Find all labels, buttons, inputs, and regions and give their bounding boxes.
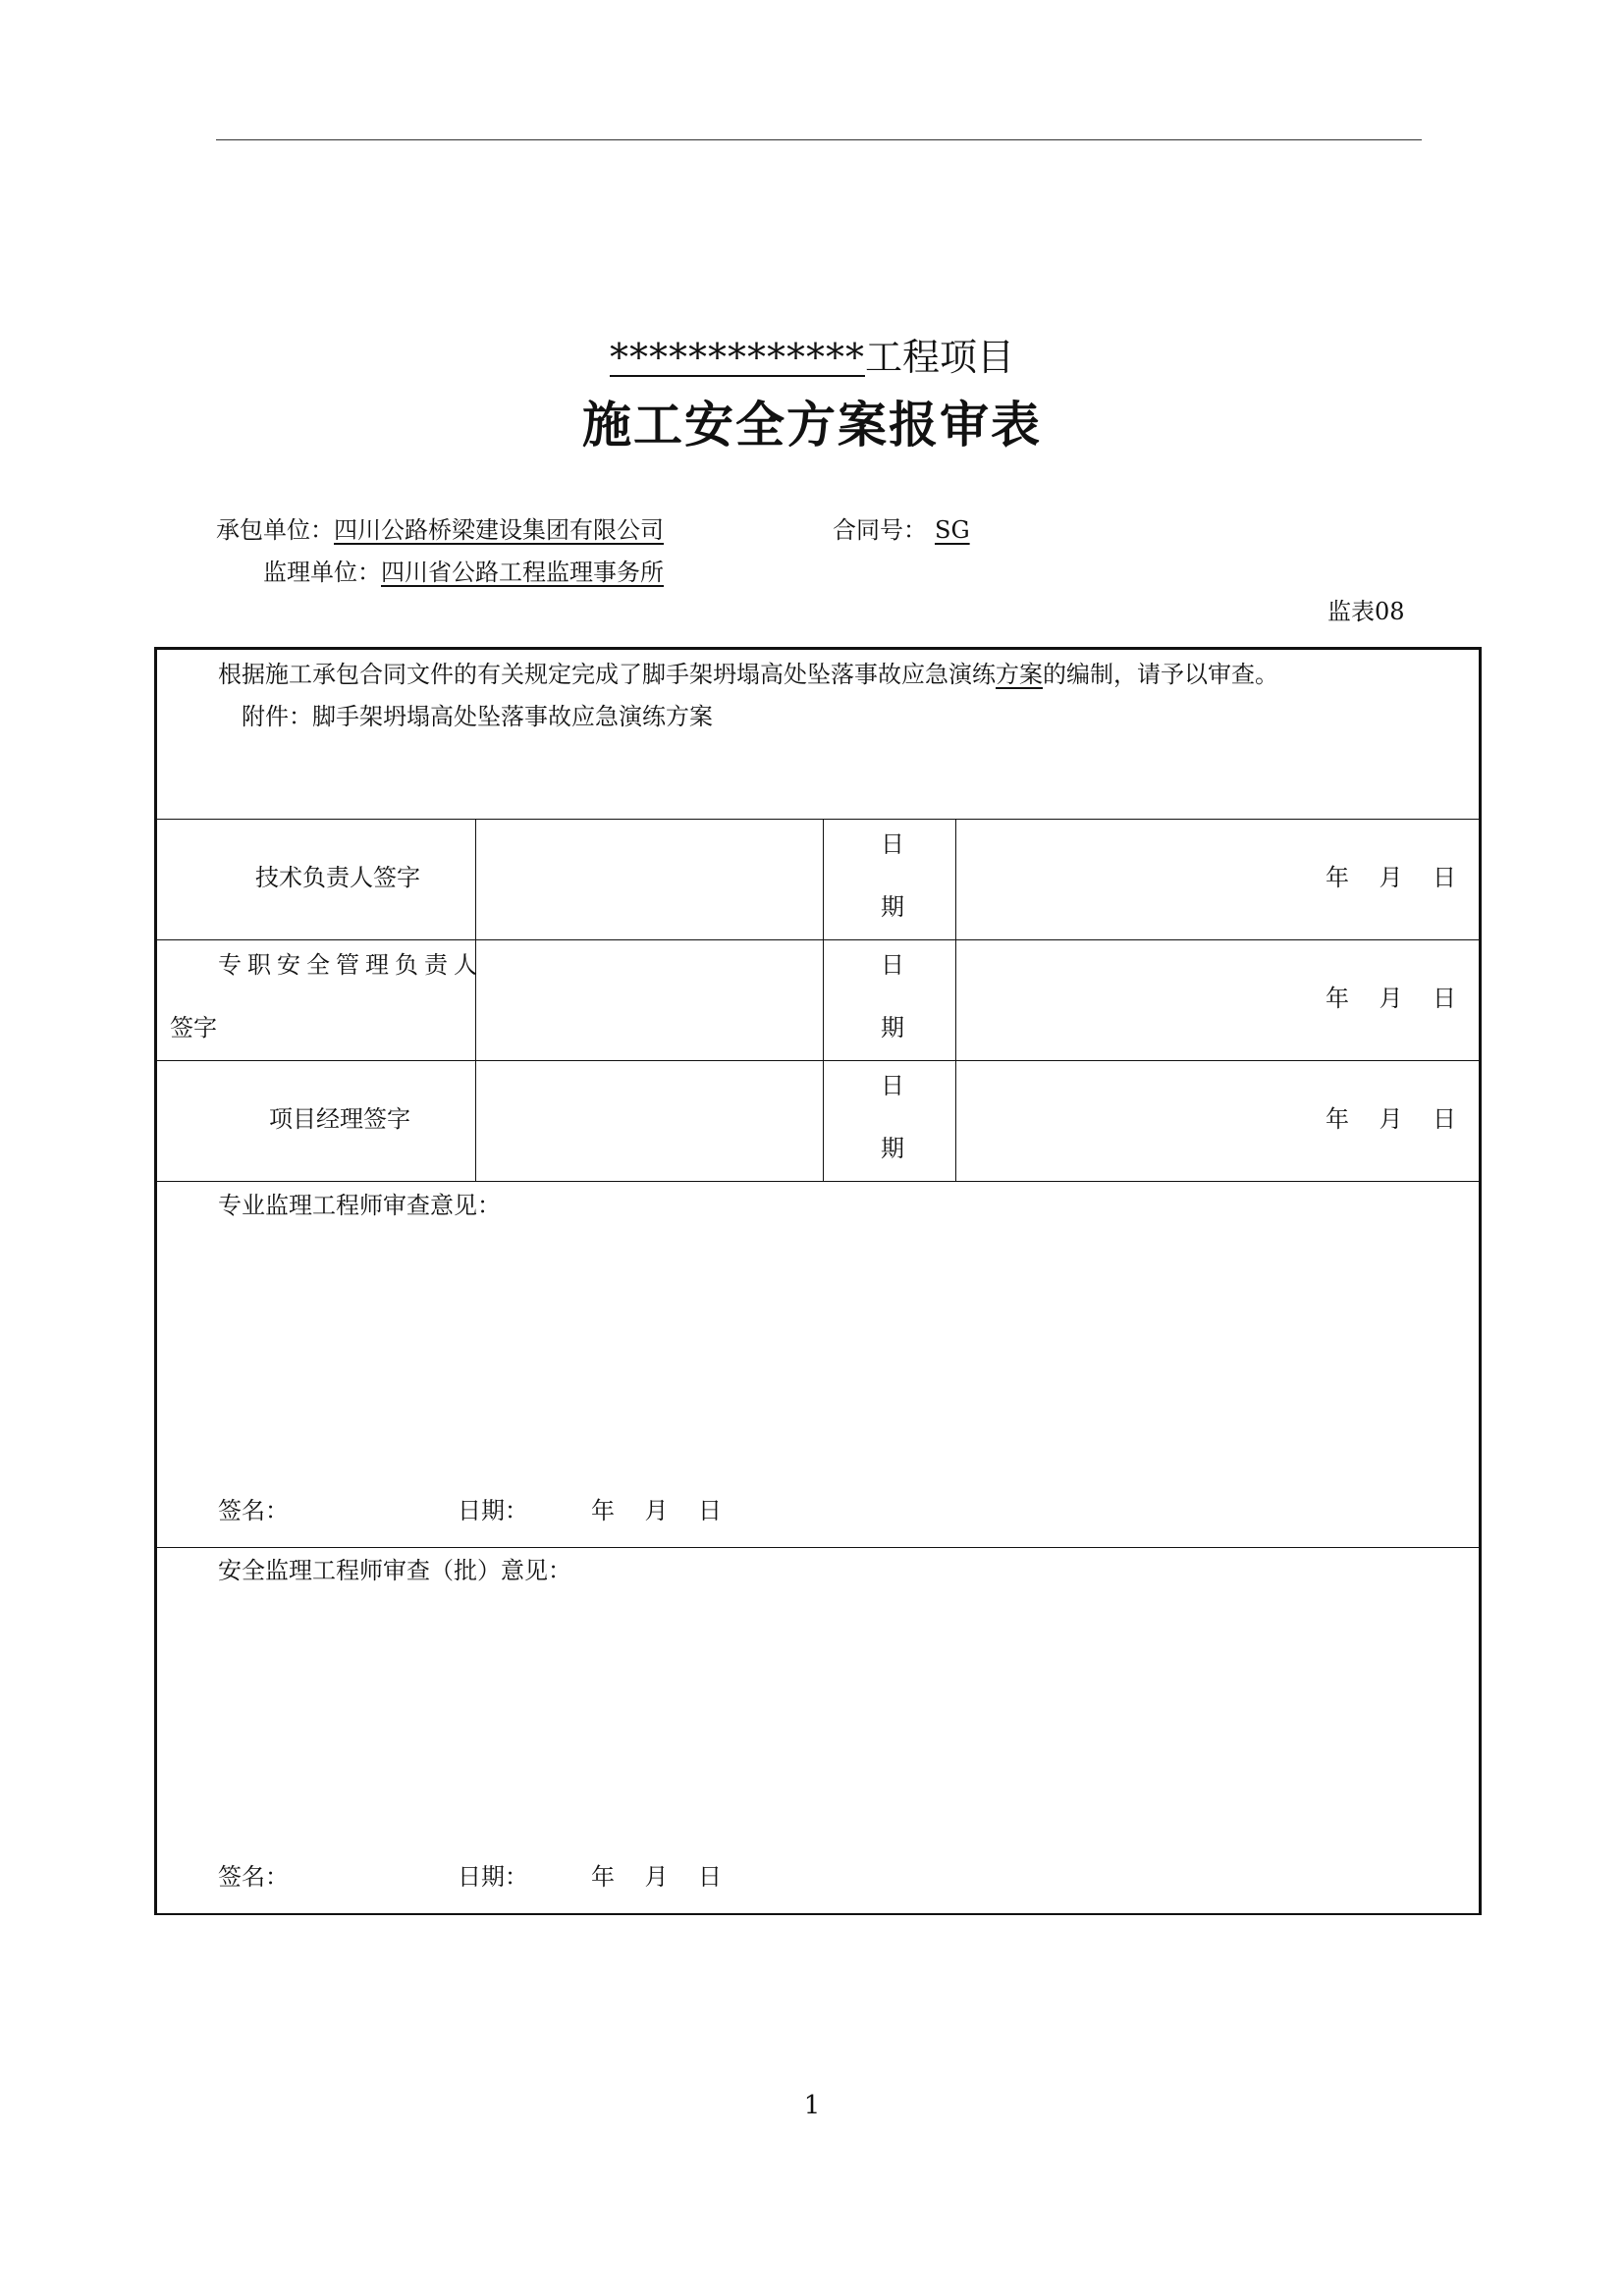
date-label-top: 日 <box>881 1072 904 1099</box>
attachment-line: 附件：脚手架坍塌高处坠落事故应急演练方案 <box>242 703 713 730</box>
project-name-line <box>0 332 1624 383</box>
supervisor-line <box>263 556 672 589</box>
approval-form-table <box>154 647 1482 1915</box>
header-rule <box>216 139 1422 140</box>
safety-manager-signature-label: 专职安全管理负责人 <box>218 951 483 979</box>
safety-sign-label: 签名： <box>218 1863 289 1891</box>
column-divider <box>823 819 824 1181</box>
date-label-top: 日 <box>881 830 904 858</box>
page-number: 1 <box>803 2091 821 2120</box>
date-label-top: 日 <box>881 951 904 979</box>
safety-date-ymd: 年 月 日 <box>591 1863 723 1891</box>
row-divider <box>157 1181 1479 1182</box>
project-name-placeholder: ************* <box>609 336 865 379</box>
contractor-line <box>216 513 664 547</box>
date-ymd: 年 月 日 <box>1326 1105 1457 1133</box>
row-divider <box>157 1060 1479 1061</box>
specialist-sign-label: 签名： <box>218 1497 289 1524</box>
contract-number-label: 合同号： <box>833 516 927 544</box>
date-label-bottom: 期 <box>881 893 904 921</box>
project-manager-signature-label: 项目经理签字 <box>269 1105 410 1133</box>
row-divider <box>157 1547 1479 1548</box>
safety-manager-signature-label-cont: 签字 <box>170 1014 217 1041</box>
submission-text-before: 根据施工承包合同文件的有关规定完成了脚手架坍塌高处坠落事故应急演练 <box>218 661 996 688</box>
form-code: 监表08 <box>1327 598 1405 625</box>
contract-number-value: SG <box>935 516 970 544</box>
date-label-bottom: 期 <box>881 1014 904 1041</box>
tech-lead-signature-label: 技术负责人签字 <box>255 864 420 891</box>
column-divider <box>475 819 476 1181</box>
safety-engineer-review-title: 安全监理工程师审查（批）意见： <box>218 1557 571 1584</box>
page-title: 施工安全方案报审表 <box>582 396 1042 454</box>
specialist-date-ymd: 年 月 日 <box>591 1497 723 1524</box>
row-divider <box>157 819 1479 820</box>
submission-text-underlined: 方案 <box>996 661 1043 688</box>
specialist-date-label: 日期： <box>458 1497 528 1524</box>
specialist-engineer-review-title: 专业监理工程师审查意见： <box>218 1192 501 1219</box>
date-ymd: 年 月 日 <box>1326 985 1457 1012</box>
submission-statement <box>218 659 1278 690</box>
date-ymd: 年 月 日 <box>1326 864 1457 891</box>
project-suffix: 工程项目 <box>864 336 1014 379</box>
contract-number-line <box>833 513 974 547</box>
submission-text-after: 的编制，请予以审查。 <box>1043 661 1278 688</box>
column-divider <box>955 819 956 1181</box>
safety-date-label: 日期： <box>458 1863 528 1891</box>
date-label-bottom: 期 <box>881 1135 904 1162</box>
contractor-label: 承包单位： <box>216 516 334 544</box>
contractor-value: 四川公路桥梁建设集团有限公司 <box>334 516 664 544</box>
supervisor-value: 四川省公路工程监理事务所 <box>381 559 664 586</box>
supervisor-label: 监理单位： <box>263 559 381 586</box>
row-divider <box>157 939 1479 940</box>
